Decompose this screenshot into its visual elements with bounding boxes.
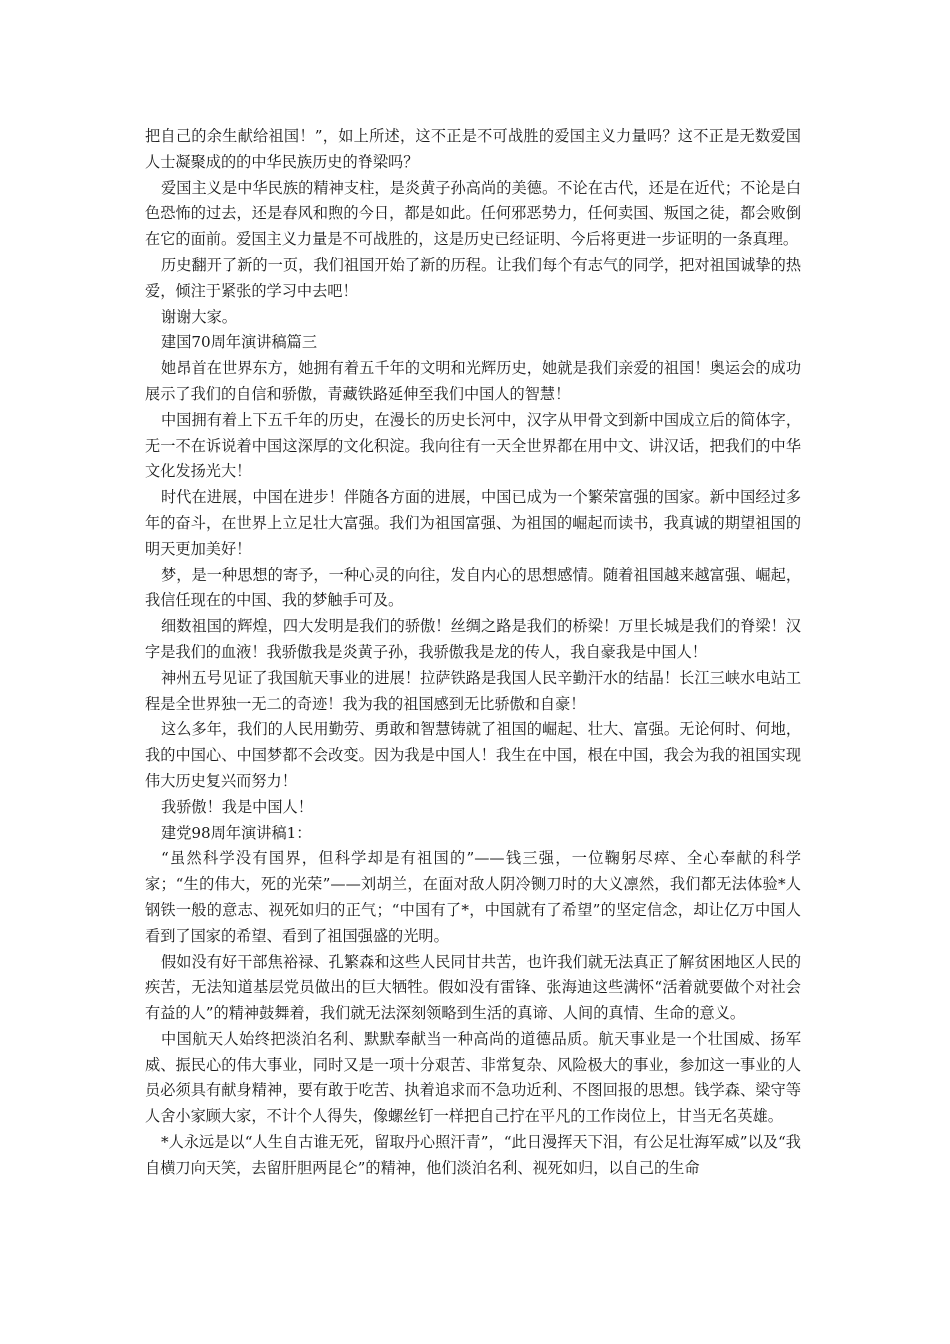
section-heading: 建国70周年演讲稿篇三	[161, 333, 318, 352]
paragraph: 中国航天人始终把淡泊名利、默默奉献当一种高尚的道德品质。航天事业是一个壮国威、扬军威、振民心的伟大事业，同时又是一项十分艰苦、非常复杂、风险极大的事业，参加这一事业的人员必须具有献身精神，要有敢于吃苦、执着追求而不急功近利、不图回报的思想。钱学森、梁守等人舍小家顾大家，不计个人得失，像螺丝钉一样把自己拧在平凡的工作岗位上，甘当无名英雄。	[145, 1029, 801, 1126]
paragraph: 梦，是一种思想的寄予，一种心灵的向往，发自内心的思想感情。随着祖国越来越富强、崛起，我信任现在的中国、我的梦触手可及。	[145, 565, 801, 610]
paragraph: 我骄傲！我是中国人！	[161, 797, 313, 816]
paragraph: 谢谢大家。	[161, 307, 237, 326]
paragraph: 假如没有好干部焦裕禄、孔繁森和这些人民同甘共苦，也许我们就无法真正了解贫困地区人民的疾苦，无法知道基层党员做出的巨大牺牲。假如没有雷锋、张海迪这些满怀“活着就要做个对社会有益的人”的精神鼓舞着，我们就无法深刻领略到生活的真谛、人间的真情、生命的意义。	[145, 952, 801, 1023]
paragraph: *人永远是以“人生自古谁无死，留取丹心照汗青”，“此日漫挥天下泪，有公足壮海军威”以及“我自横刀向天笑，去留肝胆两昆仑”的精神，他们淡泊名利、视死如归，以自己的生命	[145, 1133, 801, 1177]
paragraph: 中国拥有着上下五千年的历史，在漫长的历史长河中，汉字从甲骨文到新中国成立后的简体字，无一不在诉说着中国这深厚的文化积淀。我向往有一天全世界都在用中文、讲汉话，把我们的中华文化发扬光大！	[145, 410, 801, 481]
paragraph: “虽然科学没有国界，但科学却是有祖国的”——钱三强，一位鞠躬尽瘁、全心奉献的科学家；“生的伟大，死的光荣”——刘胡兰，在面对敌人阴冷铡刀时的大义凛然，我们都无法体验*人钢铁一般的意志、视死如归的正气；“中国有了*，中国就有了希望”的坚定信念，却让亿万中国人看到了国家的希望、看到了祖国强盛的光明。	[145, 849, 801, 945]
paragraph: 细数祖国的辉煌，四大发明是我们的骄傲！丝绸之路是我们的桥梁！万里长城是我们的脊梁！汉字是我们的血液！我骄傲我是炎黄子孙，我骄傲我是龙的传人，我自豪我是中国人！	[145, 617, 801, 661]
paragraph: 神州五号见证了我国航天事业的进展！拉萨铁路是我国人民辛勤汗水的结晶！长江三峡水电站工程是全世界独一无二的奇迹！我为我的祖国感到无比骄傲和自豪！	[145, 668, 801, 713]
paragraph: 把自己的余生献给祖国！”，如上所述，这不正是不可战胜的爱国主义力量吗？这不正是无数爱国人士凝聚成的的中华民族历史的脊梁吗？	[145, 127, 801, 171]
paragraph: 时代在进展，中国在进步！伴随各方面的进展，中国已成为一个繁荣富强的国家。新中国经过多年的奋斗，在世界上立足壮大富强。我们为祖国富强、为祖国的崛起而读书，我真诚的期望祖国的明天更加美好！	[145, 488, 801, 558]
paragraph: 爱国主义是中华民族的精神支柱，是炎黄子孙高尚的美德。不论在古代，还是在近代；不论是白色恐怖的过去，还是春风和煦的今日，都是如此。任何邪恶势力，任何卖国、叛国之徒，都会败倒在它的面前。爱国主义力量是不可战胜的，这是历史已经证明、今后将更进一步证明的一条真理。	[145, 178, 801, 249]
paragraph: 这么多年，我们的人民用勤劳、勇敢和智慧铸就了祖国的崛起、壮大、富强。无论何时、何地，我的中国心、中国梦都不会改变。因为我是中国人！我生在中国，根在中国，我会为我的祖国实现伟大历史复兴而努力！	[145, 720, 801, 790]
document-body	[145, 124, 801, 1182]
paragraph: 她昂首在世界东方，她拥有着五千年的文明和光辉历史，她就是我们亲爱的祖国！奥运会的成功展示了我们的自信和骄傲，青藏铁路延伸至我们中国人的智慧！	[145, 359, 801, 403]
section-heading: 建党98周年演讲稿1：	[161, 823, 312, 842]
paragraph: 历史翻开了新的一页，我们祖国开始了新的历程。让我们每个有志气的同学，把对祖国诚挚的热爱，倾注于紧张的学习中去吧！	[145, 255, 801, 300]
